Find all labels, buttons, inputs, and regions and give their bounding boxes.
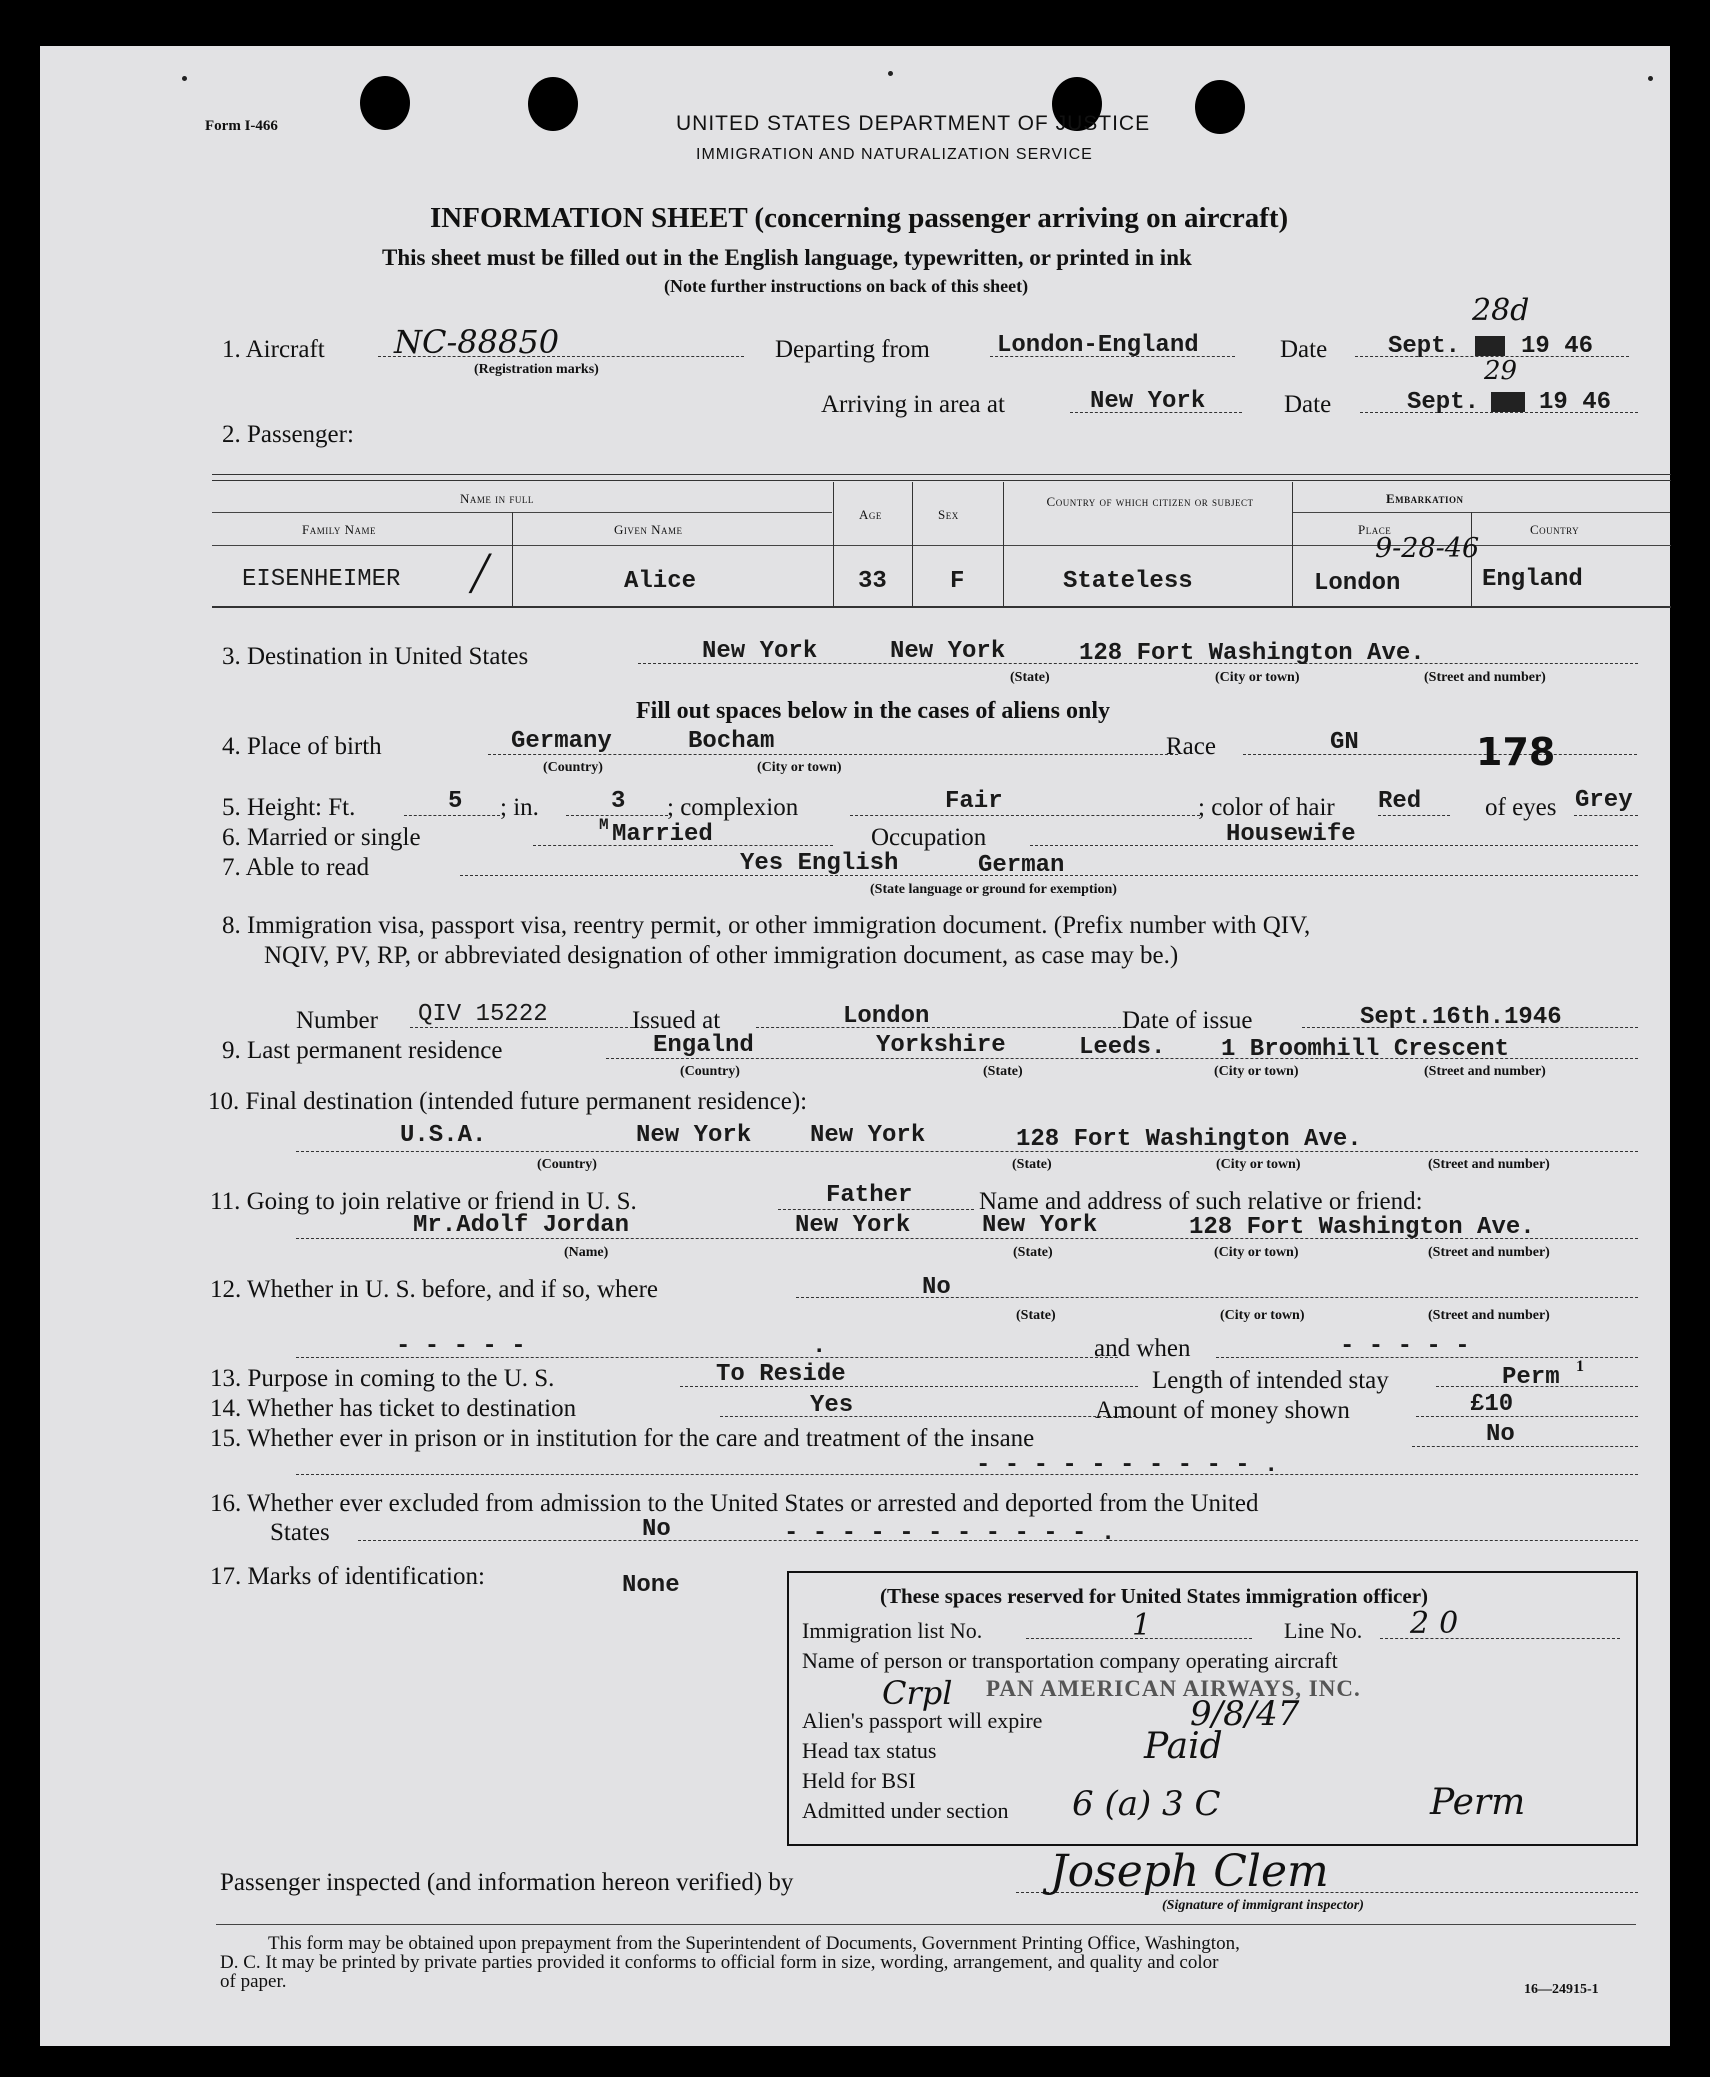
list-no-label: Immigration list No. xyxy=(802,1618,983,1643)
age-value: 33 xyxy=(858,568,887,595)
race-label: Race xyxy=(1166,733,1216,760)
arr-date-month: Sept. xyxy=(1407,389,1480,416)
last-residence-country: Engalnd xyxy=(653,1032,754,1059)
street-caption: (Street and number) xyxy=(1424,1064,1546,1079)
visa-number-value: QIV 15222 xyxy=(418,1001,548,1028)
previous-visit-value: No xyxy=(922,1274,951,1301)
family-name-value: EISENHEIMER xyxy=(242,566,401,593)
col-divider xyxy=(1292,482,1293,608)
state-caption: (State) xyxy=(1010,670,1050,685)
height-ft: 5 xyxy=(448,788,463,815)
signature-caption: (Signature of immigrant inspector) xyxy=(1162,1898,1364,1913)
punch-hole xyxy=(1195,80,1245,134)
marital-value: Married xyxy=(612,821,713,848)
embark-subheader-line xyxy=(1292,512,1670,513)
col-divider xyxy=(833,482,834,608)
department-name: UNITED STATES DEPARTMENT OF JUSTICE xyxy=(676,112,1151,135)
arriving-value: New York xyxy=(1090,388,1206,415)
hair-value: Red xyxy=(1378,788,1422,815)
passport-expire-handwritten: 9/8/47 xyxy=(1190,1694,1300,1734)
operator-stamp: PAN AMERICAN AIRWAYS, INC. xyxy=(986,1676,1361,1701)
city-caption: (City or town) xyxy=(1216,1157,1301,1172)
arr-day-handwritten: 29 xyxy=(1484,356,1518,386)
footer-line2: D. C. It may be printed by private parties provided it conforms to official form in size, wording, arrangement, and quality and color xyxy=(220,1952,1219,1973)
previous-visit-label: 12. Whether in U. S. before, and if so, where xyxy=(210,1276,659,1303)
destination-city: New York xyxy=(890,638,1006,665)
occupation-label: Occupation xyxy=(871,824,987,851)
relative-name: Mr.Adolf Jordan xyxy=(413,1212,630,1239)
section-suffix-handwritten: Perm xyxy=(1430,1782,1526,1823)
final-state: New York xyxy=(636,1122,752,1149)
eyes-label: of eyes xyxy=(1485,794,1557,821)
col-divider xyxy=(1003,482,1004,608)
final-city: New York xyxy=(810,1122,926,1149)
relative-city: New York xyxy=(982,1212,1098,1239)
issued-label: Issued at xyxy=(632,1007,721,1034)
hair-line xyxy=(1378,815,1450,816)
service-name: IMMIGRATION AND NATURALIZATION SERVICE xyxy=(696,146,1093,163)
complexion-label: ; complexion xyxy=(667,794,799,821)
instructions-note: (Note further instructions on back of this sheet) xyxy=(664,276,1029,296)
in-label: ; in. xyxy=(500,794,539,821)
last-residence-city: Leeds. xyxy=(1079,1034,1166,1061)
country-caption: (Country) xyxy=(537,1157,597,1172)
visa-number-label: Number xyxy=(296,1007,378,1034)
race-value: GN xyxy=(1330,729,1359,756)
last-residence-state: Yorkshire xyxy=(876,1032,1006,1059)
country-caption: (Country) xyxy=(543,760,603,775)
height-in: 3 xyxy=(611,788,626,815)
section-label: Admitted under section xyxy=(802,1798,1009,1823)
dep-day-handwritten: 28d xyxy=(1472,293,1530,328)
state-caption: (State) xyxy=(1012,1157,1052,1172)
street-caption: (Street and number) xyxy=(1428,1157,1550,1172)
col-divider xyxy=(912,482,913,608)
dep-date-month: Sept. xyxy=(1388,333,1461,360)
race-line xyxy=(1243,754,1637,755)
identification-value: None xyxy=(622,1572,680,1599)
state-caption: (State) xyxy=(983,1064,1023,1079)
identification-label: 17. Marks of identification: xyxy=(210,1563,485,1590)
occupation-value: Housewife xyxy=(1226,821,1356,848)
marital-label: 6. Married or single xyxy=(222,824,421,851)
inspection-label: Passenger inspected (and information hereon verified) by xyxy=(220,1869,794,1896)
name-subheader-line xyxy=(212,512,832,513)
given-name-header: Given Name xyxy=(614,522,683,537)
purpose-value: To Reside xyxy=(716,1361,846,1388)
given-name-value: Alice xyxy=(624,568,697,595)
previous-dot: . xyxy=(812,1333,827,1360)
sex-header: Sex xyxy=(938,507,959,522)
sex-value: F xyxy=(950,568,965,595)
final-destination-label: 10. Final destination (intended future permanent residence): xyxy=(208,1088,808,1115)
relation-line xyxy=(778,1209,974,1210)
ft-line xyxy=(404,815,500,816)
complexion-value: Fair xyxy=(945,788,1003,815)
stay-label: Length of intended stay xyxy=(1152,1367,1389,1394)
city-caption: (City or town) xyxy=(1220,1308,1305,1323)
footer-rule xyxy=(216,1924,1636,1925)
punch-hole xyxy=(360,76,410,130)
prison-value: No xyxy=(1486,1421,1515,1448)
redaction-mark xyxy=(1491,392,1525,412)
join-relative-label: 11. Going to join relative or friend in U. S. xyxy=(210,1188,637,1215)
country-caption: (Country) xyxy=(680,1064,740,1079)
name-caption: (Name) xyxy=(564,1245,609,1260)
ticket-value: Yes xyxy=(810,1392,854,1419)
arr-date-year: 19 46 xyxy=(1539,389,1612,416)
read-value-1: Yes English xyxy=(740,850,899,877)
passport-prefix-handwritten: Crpl xyxy=(882,1674,953,1712)
relation-value: Father xyxy=(826,1182,913,1209)
footer-line1: This form may be obtained upon prepayment from the Superintendent of Documents, Government Printing Office, Washington, xyxy=(268,1933,1240,1954)
aliens-heading: Fill out spaces below in the cases of aliens only xyxy=(636,698,1111,724)
aircraft-value: NC-88850 xyxy=(394,323,560,361)
prison-line xyxy=(1412,1446,1638,1447)
birth-city: Bocham xyxy=(688,728,775,755)
visa-text-line2: NQIV, PV, RP, or abbreviated designation of other immigration document, as case may be.) xyxy=(264,942,1179,969)
eyes-line xyxy=(1574,815,1638,816)
money-line xyxy=(1416,1416,1638,1417)
final-destination-line xyxy=(296,1151,1638,1152)
prison-label: 15. Whether ever in prison or in institution for the care and treatment of the insane xyxy=(210,1425,1035,1452)
embarkation-header: Embarkation xyxy=(1386,491,1464,506)
country-header: Country xyxy=(1530,522,1580,537)
arriving-label: Arriving in area at xyxy=(821,391,1005,418)
page-subtitle: This sheet must be filled out in the English language, typewritten, or printed in ink xyxy=(382,245,1192,270)
speck xyxy=(182,76,187,81)
complexion-line xyxy=(850,815,1200,816)
check-mark: ╱ xyxy=(470,554,491,594)
issued-line xyxy=(756,1027,1136,1028)
form-code: 16—24915-1 xyxy=(1524,1982,1599,1997)
passport-expire-label: Alien's passport will expire xyxy=(802,1708,1043,1733)
street-caption: (Street and number) xyxy=(1428,1308,1550,1323)
dep-date-label: Date xyxy=(1280,336,1328,363)
col-divider xyxy=(512,512,513,608)
issue-date-value: Sept.16th.1946 xyxy=(1360,1004,1562,1031)
name-in-full-header: Name in full xyxy=(460,491,534,506)
table-top-line xyxy=(212,480,1671,481)
last-residence-street: 1 Broomhill Crescent xyxy=(1221,1036,1510,1063)
table-top-line xyxy=(212,474,1671,475)
street-caption: (Street and number) xyxy=(1424,670,1546,685)
ticket-line xyxy=(720,1416,1136,1417)
eyes-value: Grey xyxy=(1575,787,1633,814)
street-caption: (Street and number) xyxy=(1428,1245,1550,1260)
punch-hole xyxy=(528,77,578,131)
arr-date-label: Date xyxy=(1284,391,1332,418)
visa-text-line1: 8. Immigration visa, passport visa, reentry permit, or other immigration document. (Prefix number with QIV, xyxy=(222,912,1311,939)
aircraft-caption: (Registration marks) xyxy=(474,362,599,377)
table-bottom-line xyxy=(212,606,1671,608)
excluded-dashes: - - - - - - - - - - - . xyxy=(784,1520,1116,1547)
last-residence-label: 9. Last permanent residence xyxy=(222,1037,503,1064)
family-name-header: Family Name xyxy=(302,522,376,537)
embark-date-handwritten: 9-28-46 xyxy=(1375,533,1480,564)
redaction-mark xyxy=(1475,336,1505,356)
marital-prefix: M xyxy=(599,816,609,834)
birth-country: Germany xyxy=(511,728,612,755)
list-no-value: 1 xyxy=(1132,1608,1152,1643)
footer-line3: of paper. xyxy=(220,1971,287,1992)
money-value: £10 xyxy=(1470,1391,1514,1418)
state-caption: (State) xyxy=(1016,1308,1056,1323)
destination-state: New York xyxy=(702,638,818,665)
aircraft-label: 1. Aircraft xyxy=(222,336,325,363)
read-value-2: German xyxy=(978,852,1065,879)
speck xyxy=(1648,76,1653,81)
purpose-label: 13. Purpose in coming to the U. S. xyxy=(210,1365,555,1392)
form-sheet xyxy=(40,46,1670,2046)
dep-date-year: 19 46 xyxy=(1521,333,1594,360)
when-dashes: - - - - - xyxy=(1340,1333,1470,1360)
destination-street: 128 Fort Washington Ave. xyxy=(1079,640,1425,667)
destination-label: 3. Destination in United States xyxy=(222,643,529,670)
issued-value: London xyxy=(843,1003,930,1030)
excluded-value: No xyxy=(642,1516,671,1543)
stay-superscript: 1 xyxy=(1576,1358,1584,1375)
embark-place-value: London xyxy=(1314,570,1401,597)
birthplace-label: 4. Place of birth xyxy=(222,733,382,760)
issue-date-label: Date of issue xyxy=(1122,1007,1253,1034)
city-caption: (City or town) xyxy=(1215,670,1300,685)
name-address-label: Name and address of such relative or friend: xyxy=(979,1188,1423,1215)
race-code: 178 xyxy=(1476,730,1556,774)
prison-dashes: - - - - - - - - - - . xyxy=(976,1452,1279,1479)
passenger-label: 2. Passenger: xyxy=(222,421,354,448)
final-street: 128 Fort Washington Ave. xyxy=(1016,1126,1362,1153)
money-label: Amount of money shown xyxy=(1095,1397,1350,1424)
ticket-label: 14. Whether has ticket to destination xyxy=(210,1395,577,1422)
when-label: and when xyxy=(1094,1335,1191,1362)
age-header: Age xyxy=(859,507,882,522)
citizen-value: Stateless xyxy=(1063,568,1193,595)
previous-dashes: - - - - - xyxy=(396,1333,526,1360)
operator-label: Name of person or transportation company operating aircraft xyxy=(802,1648,1338,1673)
line-no-label: Line No. xyxy=(1284,1618,1363,1643)
embark-country-value: England xyxy=(1482,566,1583,593)
relative-state: New York xyxy=(795,1212,911,1239)
bsi-label: Held for BSI xyxy=(802,1768,916,1793)
city-caption: (City or town) xyxy=(757,760,842,775)
read-caption: (State language or ground for exemption) xyxy=(870,882,1117,897)
departing-value: London-England xyxy=(997,332,1199,359)
excluded-text-line1: 16. Whether ever excluded from admission to the United States or arrested and deported from the United xyxy=(210,1490,1259,1517)
final-country: U.S.A. xyxy=(400,1122,487,1149)
state-caption: (State) xyxy=(1013,1245,1053,1260)
in-line xyxy=(566,815,668,816)
speck xyxy=(888,71,893,76)
inspector-signature: Joseph Clem xyxy=(1050,1846,1329,1897)
read-label: 7. Able to read xyxy=(222,854,370,881)
place-header: Place xyxy=(1358,522,1392,537)
form-number: Form I-466 xyxy=(205,118,278,134)
departing-label: Departing from xyxy=(775,336,930,363)
head-tax-handwritten: Paid xyxy=(1144,1726,1223,1767)
stay-value: Perm xyxy=(1502,1364,1560,1391)
line-no-value: 20 xyxy=(1410,1606,1469,1641)
excluded-text-line2: States xyxy=(270,1519,330,1546)
city-caption: (City or town) xyxy=(1214,1064,1299,1079)
height-label: 5. Height: Ft. xyxy=(222,794,356,821)
hair-label: ; color of hair xyxy=(1198,794,1335,821)
head-tax-label: Head tax status xyxy=(802,1738,937,1763)
section-handwritten: 6 (a) 3 C xyxy=(1072,1784,1221,1824)
officer-box-heading: (These spaces reserved for United States immigration officer) xyxy=(880,1584,1429,1608)
relative-street: 128 Fort Washington Ave. xyxy=(1189,1214,1535,1241)
page-title: INFORMATION SHEET (concerning passenger arriving on aircraft) xyxy=(430,202,1289,234)
citizenship-header: Country of which citizen or subject xyxy=(1046,494,1254,509)
prison-line-2 xyxy=(296,1474,1638,1475)
city-caption: (City or town) xyxy=(1214,1245,1299,1260)
